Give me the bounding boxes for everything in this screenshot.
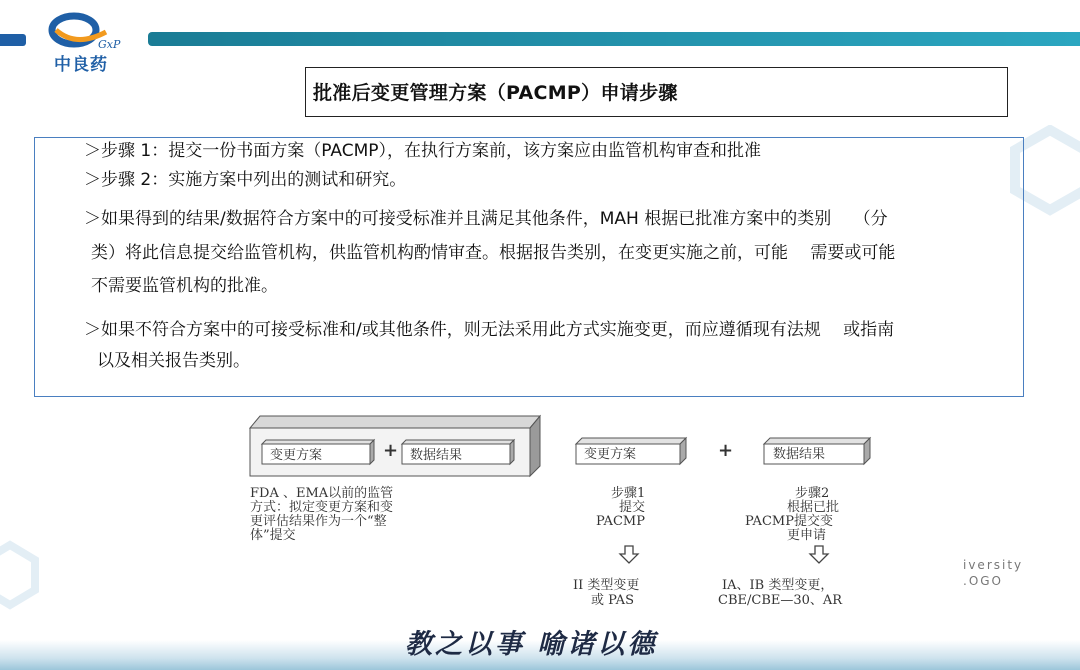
left-caption-line-3: 更评估结果作为一个“整 (250, 514, 387, 529)
step1-box-label: 变更方案 (584, 447, 637, 462)
step2-result-line-1: IA、IB 类型变更， (722, 578, 834, 593)
paragraph-accept-line-2: 类）将此信息提交给监管机构，供监管机构酌情审查。根据报告类别，在变更实施之前，可能 需要或可能 (91, 243, 896, 263)
step1-caption-line-1: 步骤1 (611, 486, 646, 501)
arrow-down-icon (618, 545, 640, 565)
left-caption-line-2: 方式：拟定变更方案和变 (250, 500, 394, 515)
paragraph-reject-line-2: 以及相关报告类别。 (97, 351, 250, 371)
logo-brand-text: 中良药 (54, 55, 108, 75)
step-1-text: ＞步骤 1：提交一份书面方案（PACMP），在执行方案前，该方案应由监管机构审查和批准 (84, 141, 762, 161)
step2-caption-line-4: 更申请 (787, 528, 827, 543)
paragraph-accept-line-1: ＞如果得到的结果/数据符合方案中的可接受标准并且满足其他条件，MAH 根据已批准方案中的类别 （分 (84, 209, 888, 229)
step-2-text: ＞步骤 2：实施方案中列出的测试和研究。 (84, 170, 407, 190)
step2-caption-line-1: 步骤2 (795, 486, 830, 501)
step1-caption-line-3: PACMP (596, 514, 645, 529)
left-caption-line-1: FDA 、EMA以前的监管 (250, 486, 394, 501)
step2-result-line-2: CBE/CBE—30、AR (718, 593, 843, 608)
step2-caption-line-3: PACMP提交变 (745, 514, 833, 529)
paragraph-accept-line-3: 不需要监管机构的批准。 (91, 276, 278, 296)
watermark-text-1: iversity (963, 558, 1024, 572)
hexagon-decoration-left (0, 540, 40, 610)
box-label-change-plan: 变更方案 (270, 448, 323, 463)
svg-text:GxP: GxP (98, 38, 121, 51)
header-accent-bar (148, 32, 1080, 46)
footer-motto: 教之以事 喻诸以德 (405, 629, 658, 660)
watermark-text-2: .OGO (963, 574, 1004, 588)
header-accent-bar-left (0, 34, 26, 46)
plus-sign-2: + (718, 440, 734, 461)
step1-result-line-1: II 类型变更 (573, 578, 640, 593)
paragraph-reject-line-1: ＞如果不符合方案中的可接受标准和/或其他条件，则无法采用此方式实施变更，而应遵循现有法规 或指南 (84, 320, 895, 340)
step1-caption-line-2: 提交 (619, 500, 646, 515)
step1-result-line-2: 或 PAS (591, 593, 634, 608)
page-title: 批准后变更管理方案（PACMP）申请步骤 (313, 82, 678, 104)
left-caption-line-4: 体”提交 (250, 528, 296, 543)
arrow-down-icon (808, 545, 830, 565)
box-label-data-results: 数据结果 (410, 448, 463, 463)
plus-sign: + (383, 440, 399, 461)
step2-box-label: 数据结果 (773, 447, 826, 462)
step2-caption-line-2: 根据已批 (787, 500, 840, 515)
